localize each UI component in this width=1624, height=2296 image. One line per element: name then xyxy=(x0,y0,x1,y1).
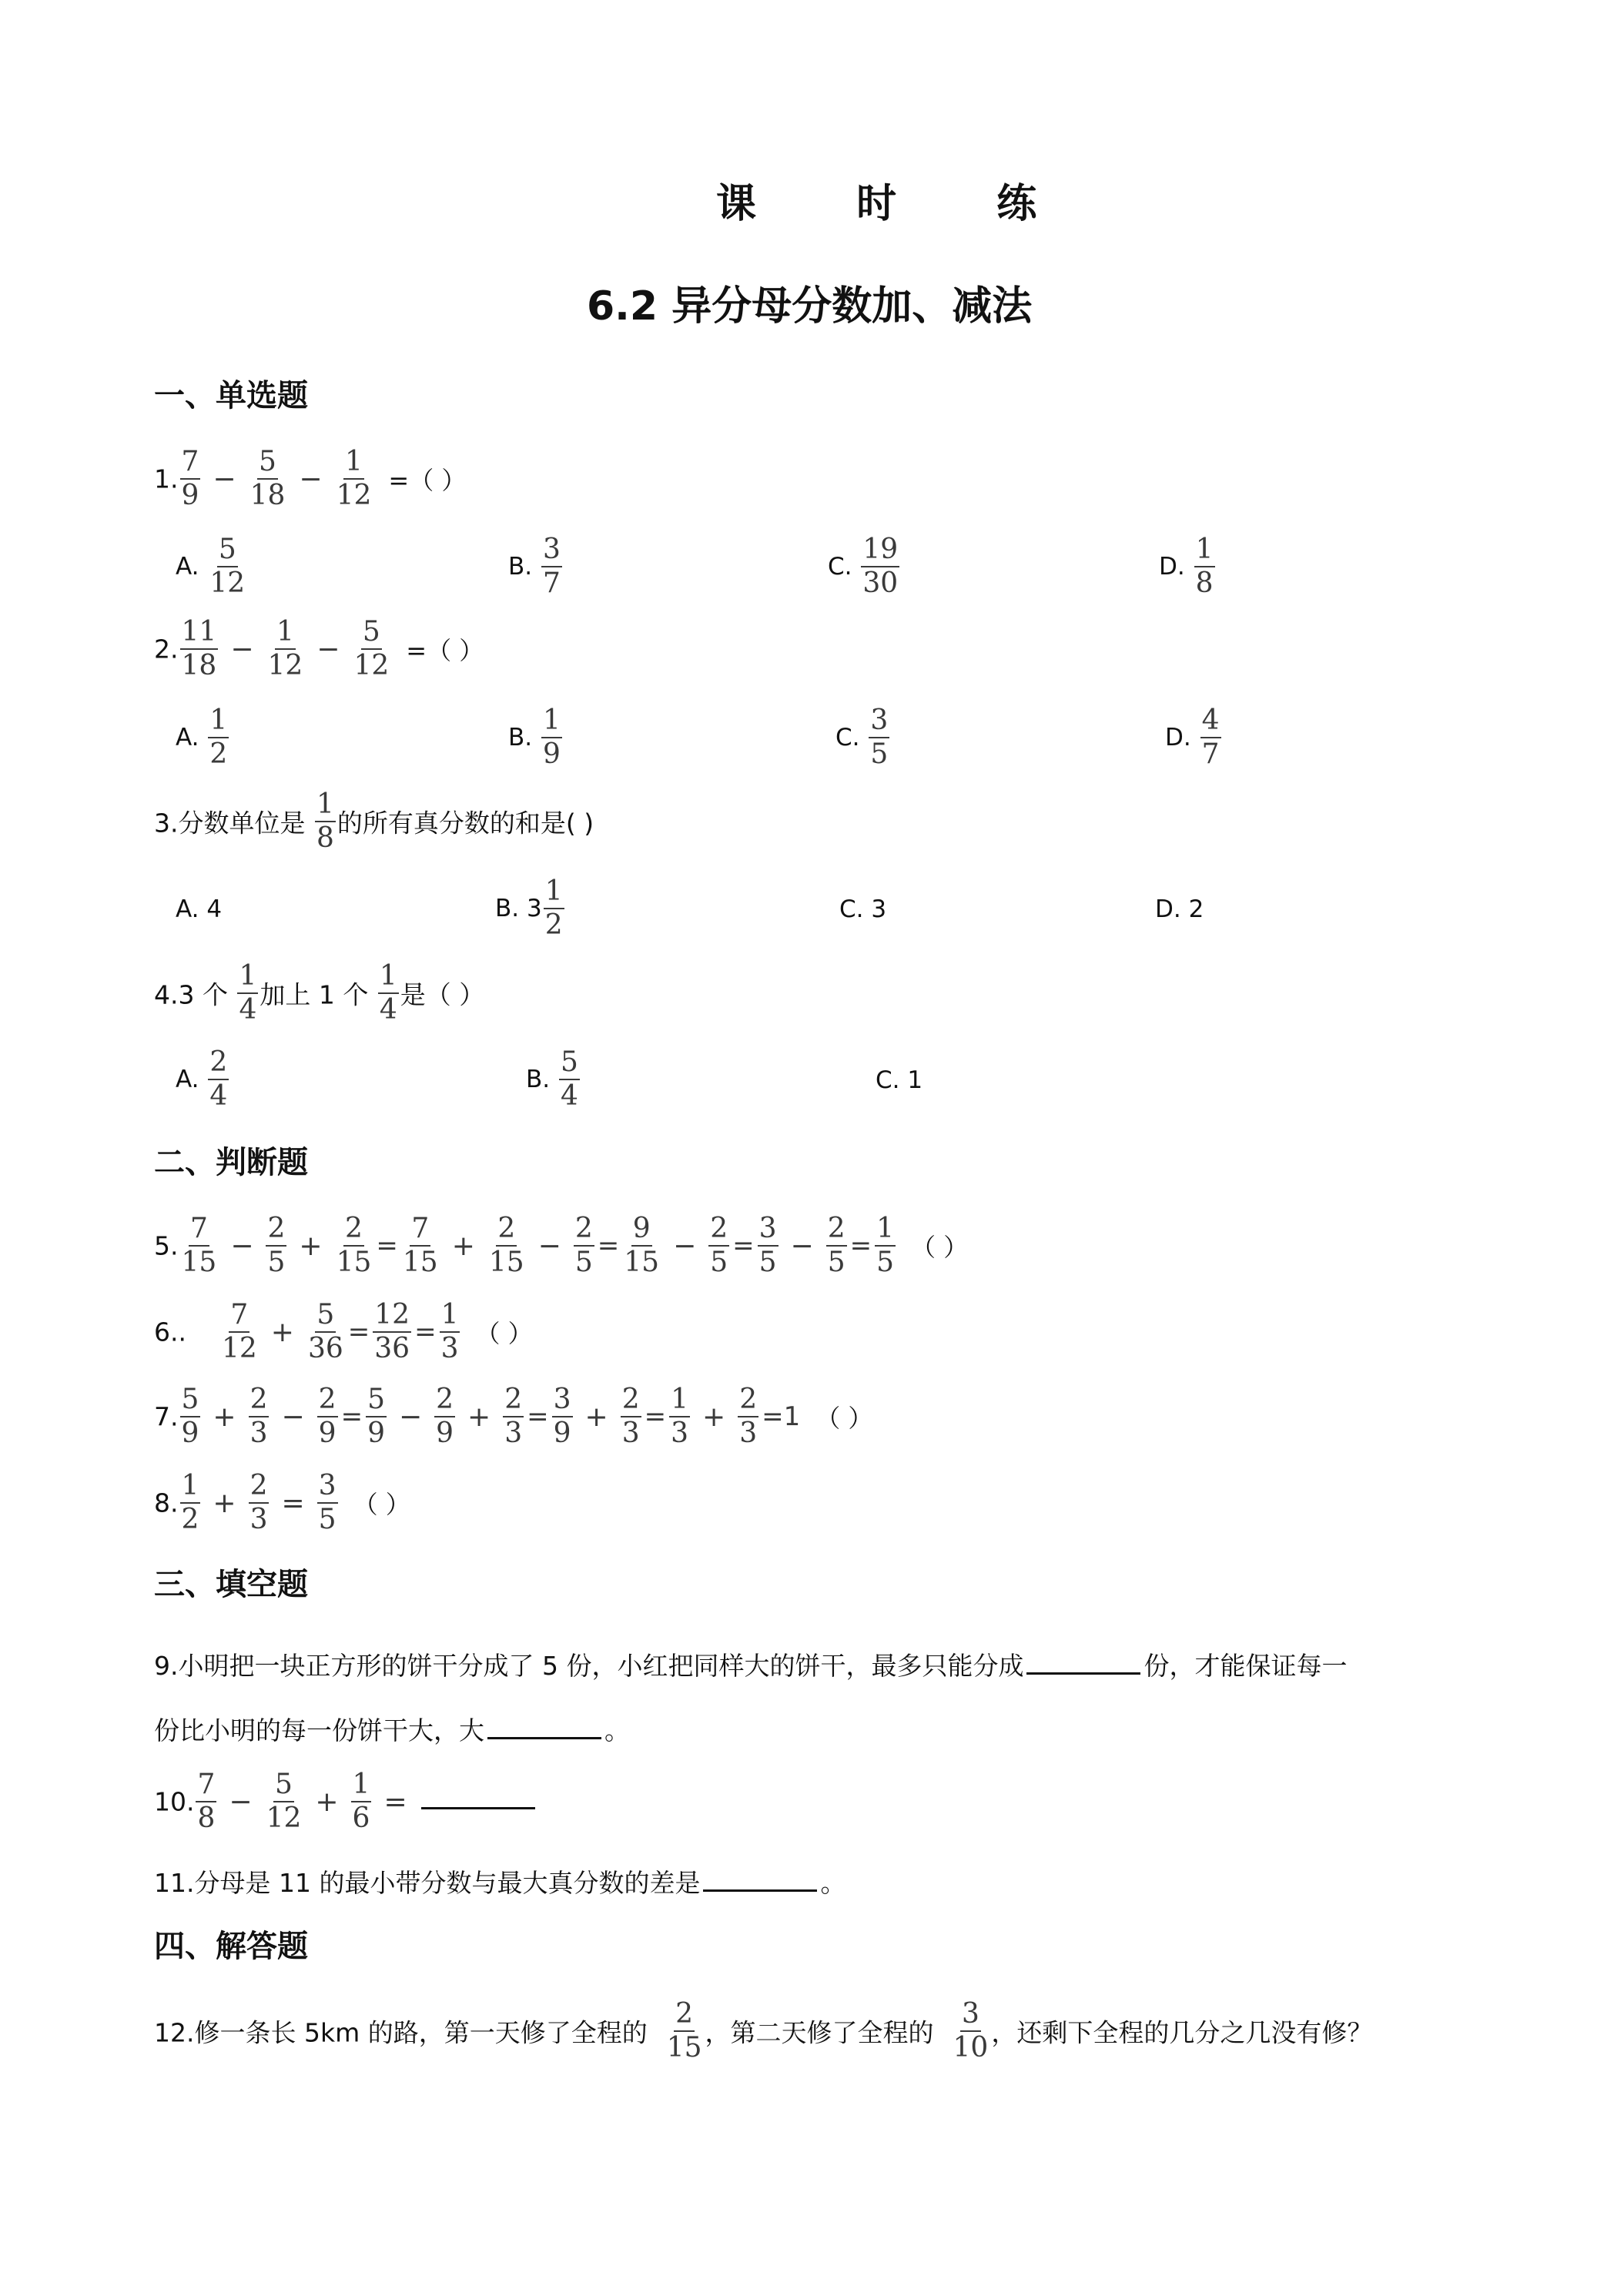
question-9-line-2: 份比小明的每一份饼干大，大 。 xyxy=(154,1715,630,1745)
answer-parentheses: （ ） xyxy=(815,1404,873,1433)
q1-option-a[interactable]: A. $\frac{5}{12}$ xyxy=(176,534,246,599)
q2-option-c[interactable]: C. $\frac{3}{5}$ xyxy=(835,705,889,770)
answer-parentheses: =（ ） xyxy=(388,466,467,495)
q1-option-d[interactable]: D. $\frac{1}{8}$ xyxy=(1159,534,1214,599)
question-12: 12.修一条长 5km 的路，第一天修了全程的 $\frac{2}{15}$ ，第二天修了全程的 $\frac{3}{10}$ ，还剩下全程的几分之几没有修？ xyxy=(154,1998,1373,2063)
q1-option-b[interactable]: B. $\frac{3}{7}$ xyxy=(508,534,561,599)
fraction: $\frac{5}{18}$ xyxy=(249,446,286,511)
answer-blank[interactable] xyxy=(703,1866,817,1892)
question-3: 3.分数单位是 $\frac{1}{8}$ 的所有真分数的和是( ) xyxy=(154,788,594,854)
question-11: 11.分母是 11 的最小带分数与最大真分数的差是 。 xyxy=(154,1868,846,1898)
question-9-line-1: 9.小明把一块正方形的饼干分成了 5 份，小红把同样大的饼干，最多只能分成 份，才能保证每一 xyxy=(154,1651,1348,1681)
question-number: 1. xyxy=(154,464,179,494)
fraction: $\frac{7}{9}$ xyxy=(181,446,199,511)
answer-parentheses: =（ ） xyxy=(406,636,484,665)
question-2: 2. $\frac{11}{18}$ − $\frac{1}{12}$ − $\frac{5}{12}$ =（ ） xyxy=(154,616,484,681)
question-1: 1. $\frac{7}{9}$ − $\frac{5}{18}$ − $\frac{1}{12}$ =（ ） xyxy=(154,446,467,511)
q4-option-c[interactable]: C. 1 xyxy=(876,1066,923,1094)
question-5: 5. $\frac{7}{15}$ − $\frac{2}{5}$ + $\frac{2}{15}$ = $\frac{7}{15}$ + $\frac{2}{15}$ − $\frac{2}{5}$ = $\frac{9}{15}$ − $\frac{2}{5}$ = $\frac{3}{5}$ − $\frac{2}{5}$ = $\frac{1}{5}$ （ ） xyxy=(154,1213,969,1278)
section-heading-fill-blank: 三、填空题 xyxy=(154,1567,308,1602)
answer-blank[interactable] xyxy=(421,1784,535,1809)
answer-parentheses: （ ） xyxy=(911,1233,969,1262)
answer-blank[interactable] xyxy=(1026,1649,1140,1675)
q2-option-d[interactable]: D. $\frac{4}{7}$ xyxy=(1165,705,1220,770)
page-title: 课 时 练 xyxy=(716,181,1080,227)
question-7: 7. $\frac{5}{9}$ + $\frac{2}{3}$ − $\frac{2}{9}$ = $\frac{5}{9}$ − $\frac{2}{9}$ + $\frac{2}{3}$ = $\frac{3}{9}$ + $\frac{2}{3}$ = $\frac{1}{3}$ + $\frac{2}{3}$ =1 （ ） xyxy=(154,1384,873,1449)
q2-option-a[interactable]: A. $\frac{1}{2}$ xyxy=(176,705,228,770)
section-heading-single-choice: 一、单选题 xyxy=(154,378,308,413)
question-4: 4.3 个 $\frac{1}{4}$ 加上 1 个 $\frac{1}{4}$ 是（ ） xyxy=(154,960,485,1026)
q2-option-b[interactable]: B. $\frac{1}{9}$ xyxy=(508,705,561,770)
fraction: $\frac{1}{12}$ xyxy=(336,446,372,511)
q3-option-a[interactable]: A. 4 xyxy=(176,895,223,923)
page-subtitle: 6.2 异分母分数加、减法 xyxy=(587,283,1033,330)
q3-option-c[interactable]: C. 3 xyxy=(839,895,887,923)
question-8: 8. $\frac{1}{2}$ + $\frac{2}{3}$ = $\frac{3}{5}$ （ ） xyxy=(154,1470,410,1535)
question-6: 6.. $\frac{7}{12}$ + $\frac{5}{36}$ = $\frac{12}{36}$ = $\frac{1}{3}$ （ ） xyxy=(154,1299,533,1364)
question-10: 10. $\frac{7}{8}$ − $\frac{5}{12}$ + $\frac{1}{6}$ = xyxy=(154,1771,538,1832)
answer-blank[interactable] xyxy=(487,1714,601,1739)
q1-option-c[interactable]: C. $\frac{19}{30}$ xyxy=(828,534,899,599)
q3-option-d[interactable]: D. 2 xyxy=(1155,895,1204,923)
q3-option-b[interactable]: B. 3 $\frac{1}{2}$ xyxy=(495,875,563,941)
section-heading-true-false: 二、判断题 xyxy=(154,1145,308,1180)
answer-parentheses: （ ） xyxy=(353,1490,410,1519)
q4-option-b[interactable]: B. $\frac{5}{4}$ xyxy=(526,1046,578,1112)
section-heading-word-problem: 四、解答题 xyxy=(154,1929,308,1964)
q4-option-a[interactable]: A. $\frac{2}{4}$ xyxy=(176,1046,228,1112)
answer-parentheses: （ ） xyxy=(475,1319,533,1348)
